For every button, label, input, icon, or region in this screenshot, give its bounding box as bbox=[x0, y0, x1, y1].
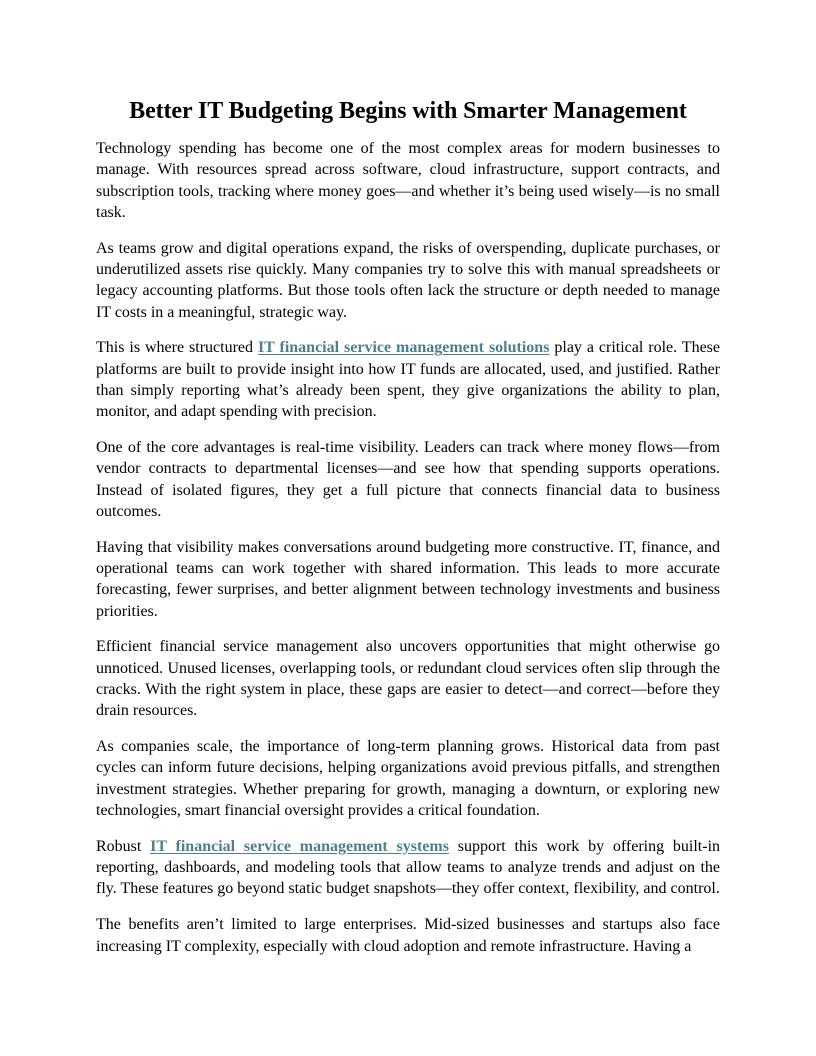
paragraph-9: The benefits aren’t limited to large enterprises. Mid-sized businesses and startups also face increasing IT complexity, especially with cloud adoption and remote infrastructure. Having a bbox=[96, 916, 720, 955]
paragraph-8-rest: support this work by offering built-in reporting, dashboards, and modeling tools that allow teams to analyze trends and adjust on the fly. These features go beyond static budget snapshots—they offer context, flexibility, and control. bbox=[96, 837, 721, 898]
paragraph-8 bbox=[96, 836, 720, 900]
link-it-financial-service-management-systems[interactable]: IT financial service management systems bbox=[150, 837, 449, 855]
paragraph-3-lead: This is where structured bbox=[96, 339, 258, 357]
paragraph-3-rest: play a critical role. These platforms are built to provide insight into how IT funds are allocated, used, and justified. Rather than simply reporting what’s already been spent, they give organizations the ability to plan, monitor, and adapt spending with precision. bbox=[96, 339, 721, 421]
page-title: Better IT Budgeting Begins with Smarter Management bbox=[129, 98, 687, 124]
paragraph-1: Technology spending has become one of the most complex areas for modern businesses to manage. With resources spread across software, cloud infrastructure, support contracts, and subscription tools, tracking where money goes—and whether it’s being used wisely—is no small task. bbox=[96, 140, 720, 221]
document-body bbox=[96, 96, 720, 971]
paragraph-2: As teams grow and digital operations expand, the risks of overspending, duplicate purchases, or underutilized assets rise quickly. Many companies try to solve this with manual spreadsheets or legacy accounting platforms. But those tools often lack the structure or depth needed to manage IT costs in a meaningful, strategic way. bbox=[96, 239, 720, 321]
paragraph-3 bbox=[96, 337, 720, 422]
paragraph-4: One of the core advantages is real-time visibility. Leaders can track where money flows—from vendor contracts to departmental licenses—and see how that spending supports operations. Instead of isolated figures, they get a full picture that connects financial data to business outcomes. bbox=[96, 439, 720, 520]
paragraph-5: Having that visibility makes conversations around budgeting more constructive. IT, finance, and operational teams can work together with shared information. This leads to more accurate forecasting, fewer surprises, and better alignment between technology investments and business priorities. bbox=[96, 538, 720, 620]
paragraph-6: Efficient financial service management also uncovers opportunities that might otherwise go unnoticed. Unused licenses, overlapping tools, or redundant cloud services often slip through the cracks. With the right system in place, these gaps are easier to detect—and correct—before they drain resources. bbox=[96, 638, 720, 720]
paragraph-8-lead: Robust bbox=[96, 837, 151, 855]
link-it-financial-service-management-solutions[interactable]: IT financial service management solutions bbox=[257, 339, 550, 357]
paragraph-7: As companies scale, the importance of long-term planning grows. Historical data from past cycles can inform future decisions, helping organizations avoid previous pitfalls, and strengthen investment strategies. Whether preparing for growth, managing a downturn, or exploring new technologies, smart financial oversight provides a critical foundation. bbox=[96, 738, 720, 820]
